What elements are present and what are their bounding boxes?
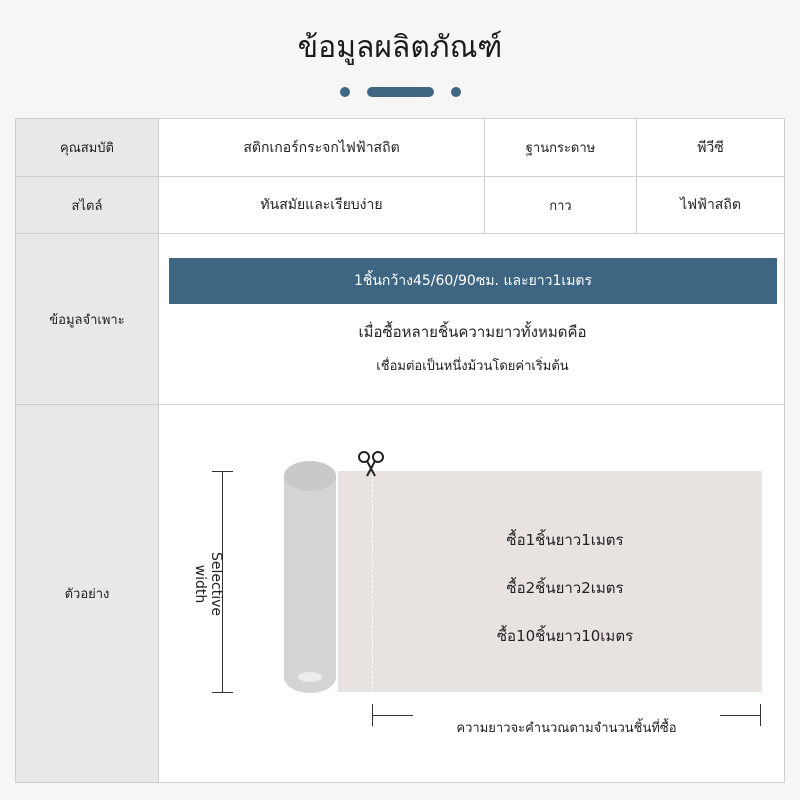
label-base: ฐานกระดาษ bbox=[485, 119, 637, 177]
title-decoration bbox=[0, 86, 800, 98]
value-properties: สติกเกอร์กระจกไฟฟ้าสถิต bbox=[159, 119, 485, 177]
length-line-left bbox=[373, 715, 413, 716]
buy-line-3: ซื้อ10ชิ้นยาว10เมตร bbox=[496, 627, 634, 645]
sticker-roll bbox=[284, 461, 336, 693]
width-cap-bottom bbox=[212, 692, 233, 693]
page-title: ข้อมูลผลิตภัณฑ์ bbox=[297, 30, 503, 65]
value-base: พีวีซี bbox=[637, 119, 784, 177]
length-line-right bbox=[720, 715, 760, 716]
length-label: ความยาวจะคำนวณตามจำนวนชิ้นที่ซื้อ bbox=[456, 721, 677, 736]
scissors-icon bbox=[356, 448, 386, 478]
label-specification: ข้อมูลจำเพาะ bbox=[16, 234, 159, 405]
decoration-dot-left bbox=[340, 87, 350, 97]
label-adhesive: กาว bbox=[485, 177, 637, 234]
buy-line-1: ซื้อ1ชิ้นยาว1เมตร bbox=[506, 531, 624, 549]
value-style: ทันสมัยและเรียบง่าย bbox=[159, 177, 485, 234]
length-cap-right bbox=[760, 704, 761, 726]
spec-banner: 1ชิ้นกว้าง45/60/90ซม. และยาว1เมตร bbox=[169, 258, 777, 304]
decoration-dot-right bbox=[451, 87, 461, 97]
width-cap-top bbox=[212, 471, 233, 472]
value-adhesive: ไฟฟ้าสถิต bbox=[637, 177, 784, 234]
spec-line-2: เชื่อมต่อเป็นหนึ่งม้วนโดยค่าเริ่มต้น bbox=[376, 359, 569, 374]
buy-line-2: ซื้อ2ชิ้นยาว2เมตร bbox=[506, 579, 624, 597]
decoration-bar bbox=[367, 87, 434, 97]
spec-line-1: เมื่อซื้อหลายชิ้นความยาวทั้งหมดคือ bbox=[358, 323, 587, 341]
roll-hole bbox=[298, 672, 322, 682]
label-example: ตัวอย่าง bbox=[16, 405, 159, 782]
cut-line bbox=[372, 474, 373, 694]
roll-top bbox=[284, 461, 336, 491]
width-label: Selective width bbox=[192, 552, 224, 616]
label-properties: คุณสมบัติ bbox=[16, 119, 159, 177]
label-style: สไตล์ bbox=[16, 177, 159, 234]
